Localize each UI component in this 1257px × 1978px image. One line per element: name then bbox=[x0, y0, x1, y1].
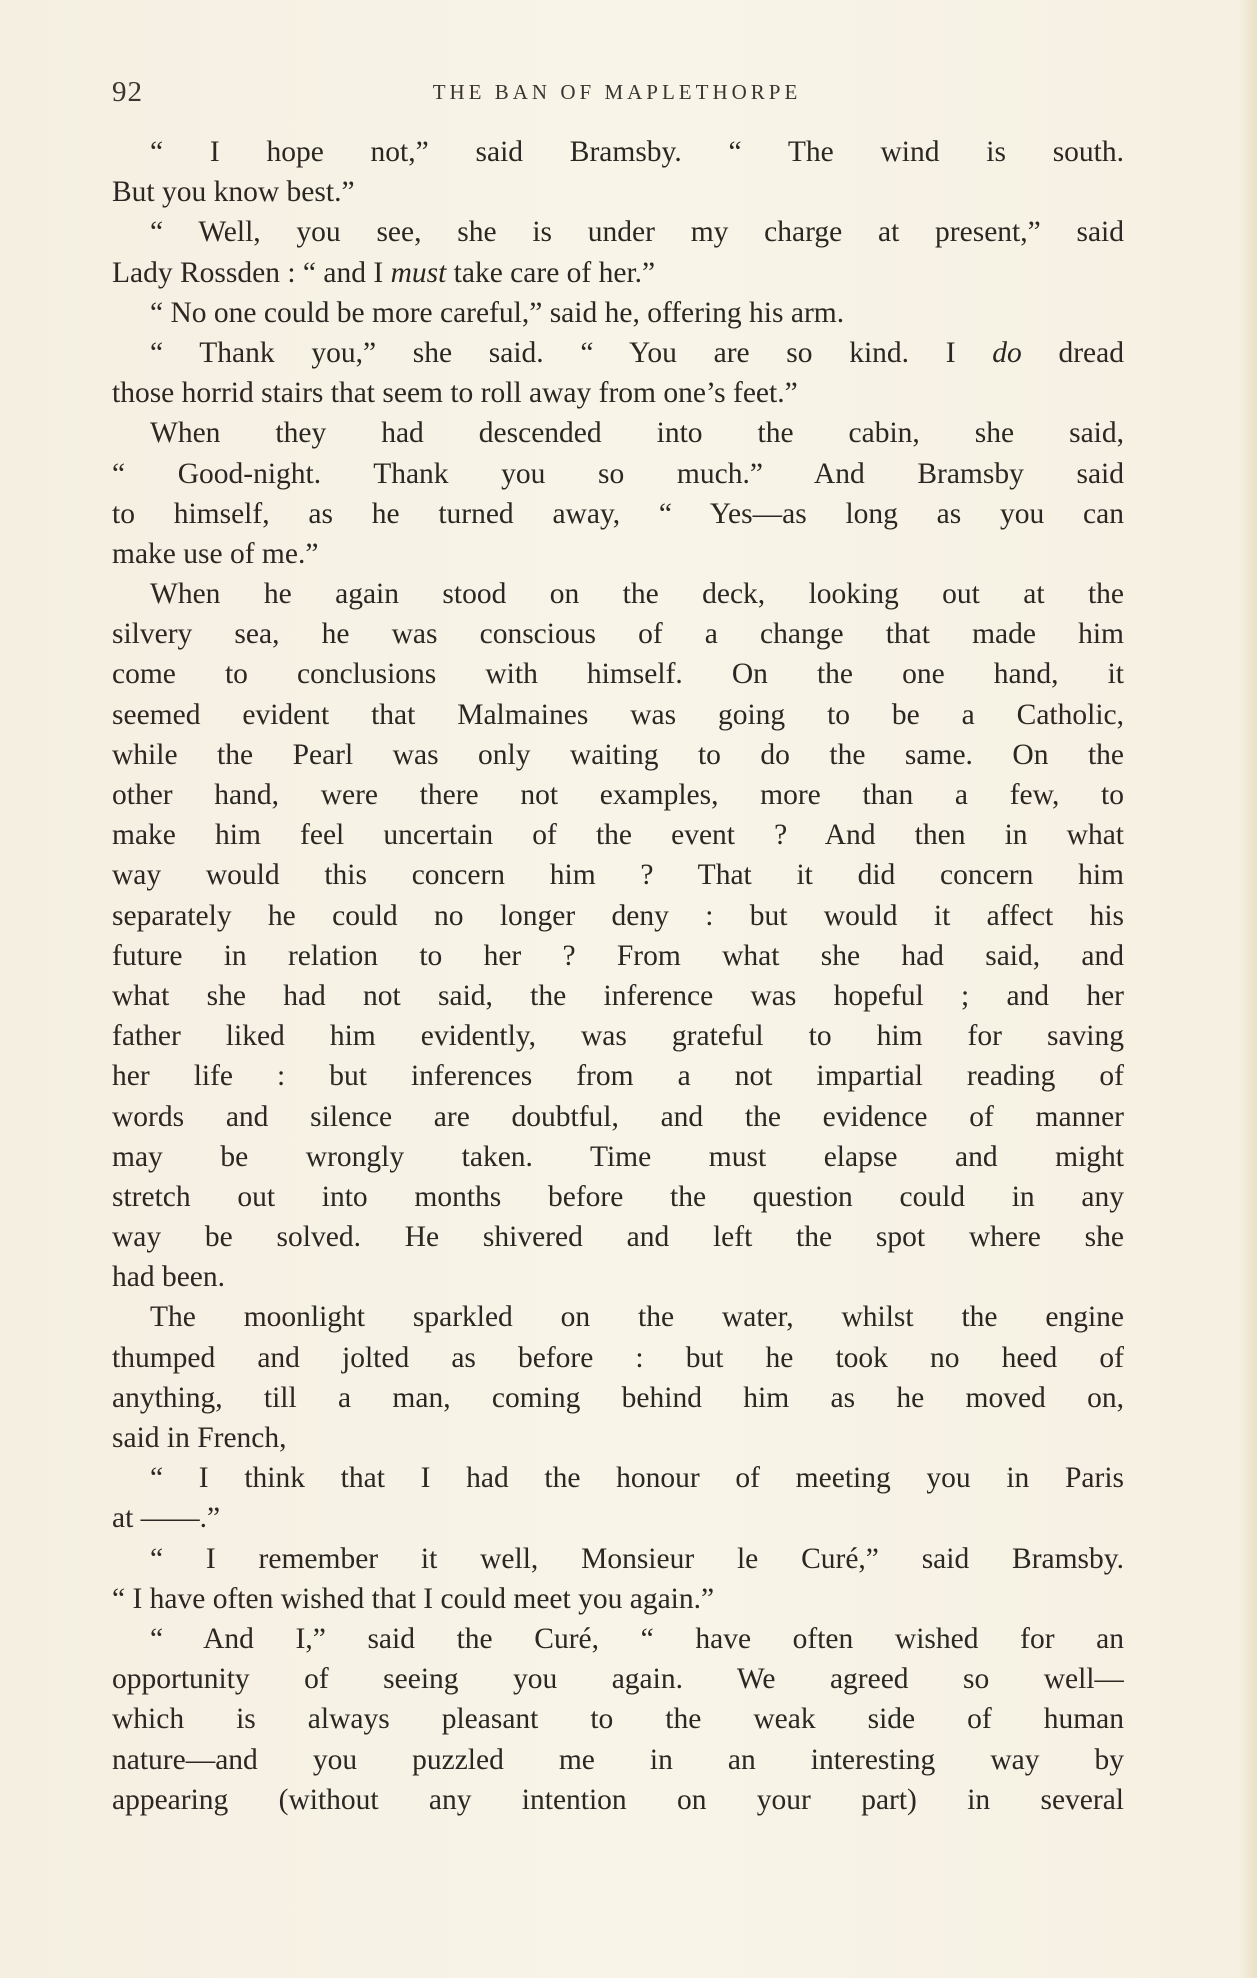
text-line: anything, till a man, coming behind him as he moved on, bbox=[112, 1381, 1124, 1414]
text-line: “ Well, you see, she is under my charge at present,” said bbox=[150, 216, 1124, 249]
text-line: But you know best.” bbox=[112, 176, 355, 209]
text-line: “ I think that I had the honour of meeting you in Paris bbox=[150, 1462, 1124, 1495]
text-line: separately he could no longer deny : but would it affect his bbox=[112, 899, 1124, 932]
text-line: “ I have often wished that I could meet you again.” bbox=[112, 1582, 715, 1615]
text-line: those horrid stairs that seem to roll away from one’s feet.” bbox=[112, 377, 798, 410]
text-line: seemed evident that Malmaines was going to be a Catholic, bbox=[112, 698, 1124, 731]
emphasized-word: do bbox=[992, 336, 1022, 369]
text-line: “ No one could be more careful,” said he, offering his arm. bbox=[150, 296, 845, 329]
text-line: “ Good-night. Thank you so much.” And Bramsby said bbox=[112, 457, 1124, 490]
text-line: make him feel uncertain of the event ? And then in what bbox=[112, 819, 1124, 852]
text-line: her life : but inferences from a not impartial reading of bbox=[112, 1060, 1124, 1093]
page-header bbox=[112, 76, 1122, 112]
text-line: what she had not said, the inference was hopeful ; and her bbox=[112, 979, 1124, 1012]
page-edge-shadow bbox=[1239, 0, 1257, 1978]
text-line: future in relation to her ? From what she had said, and bbox=[112, 939, 1124, 972]
text-line: while the Pearl was only waiting to do the same. On the bbox=[112, 738, 1124, 771]
text-line: way be solved. He shivered and left the spot where she bbox=[112, 1221, 1124, 1254]
text-line: Lady Rossden : “ and I must take care of her.” bbox=[112, 256, 656, 289]
text-line: The moonlight sparkled on the water, whilst the engine bbox=[150, 1301, 1124, 1334]
text-line: “ And I,” said the Curé, “ have often wished for an bbox=[150, 1622, 1124, 1655]
text-line: “ I hope not,” said Bramsby. “ The wind is south. bbox=[150, 136, 1124, 168]
text-line: may be wrongly taken. Time must elapse and might bbox=[112, 1140, 1124, 1173]
text-line: come to conclusions with himself. On the one hand, it bbox=[112, 658, 1124, 691]
text-line: nature—and you puzzled me in an interesting way by bbox=[112, 1743, 1124, 1776]
text-line: way would this concern him ? That it did concern him bbox=[112, 859, 1124, 892]
text-line: “ Thank you,” she said. “ You are so kind. I do dread bbox=[150, 336, 1124, 369]
text-line: thumped and jolted as before : but he took no heed of bbox=[112, 1341, 1124, 1374]
text-line: appearing (without any intention on your part) in several bbox=[112, 1783, 1124, 1816]
page-number: 92 bbox=[112, 76, 143, 108]
text-line: “ I remember it well, Monsieur le Curé,” said Bramsby. bbox=[150, 1542, 1124, 1575]
text-line: When they had descended into the cabin, she said, bbox=[150, 417, 1124, 450]
text-line: opportunity of seeing you again. We agreed so well— bbox=[112, 1663, 1124, 1696]
text-line: at ——.” bbox=[112, 1502, 221, 1535]
running-title: THE BAN OF MAPLETHORPE bbox=[432, 80, 802, 104]
text-line: other hand, were there not examples, more than a few, to bbox=[112, 779, 1124, 811]
text-line: words and silence are doubtful, and the evidence of manner bbox=[112, 1100, 1124, 1133]
text-line: said in French, bbox=[112, 1422, 287, 1454]
emphasized-word: must bbox=[390, 256, 447, 289]
text-line: father liked him evidently, was grateful to him for saving bbox=[112, 1020, 1124, 1053]
text-line: which is always pleasant to the weak side of human bbox=[112, 1703, 1124, 1736]
text-line: stretch out into months before the question could in any bbox=[112, 1180, 1124, 1213]
text-line: had been. bbox=[112, 1261, 226, 1294]
text-line: to himself, as he turned away, “ Yes—as long as you can bbox=[112, 497, 1124, 530]
body-text bbox=[112, 132, 1124, 1820]
text-line: silvery sea, he was conscious of a change that made him bbox=[112, 618, 1124, 651]
text-line: When he again stood on the deck, looking out at the bbox=[150, 578, 1124, 611]
text-line: make use of me.” bbox=[112, 537, 319, 570]
